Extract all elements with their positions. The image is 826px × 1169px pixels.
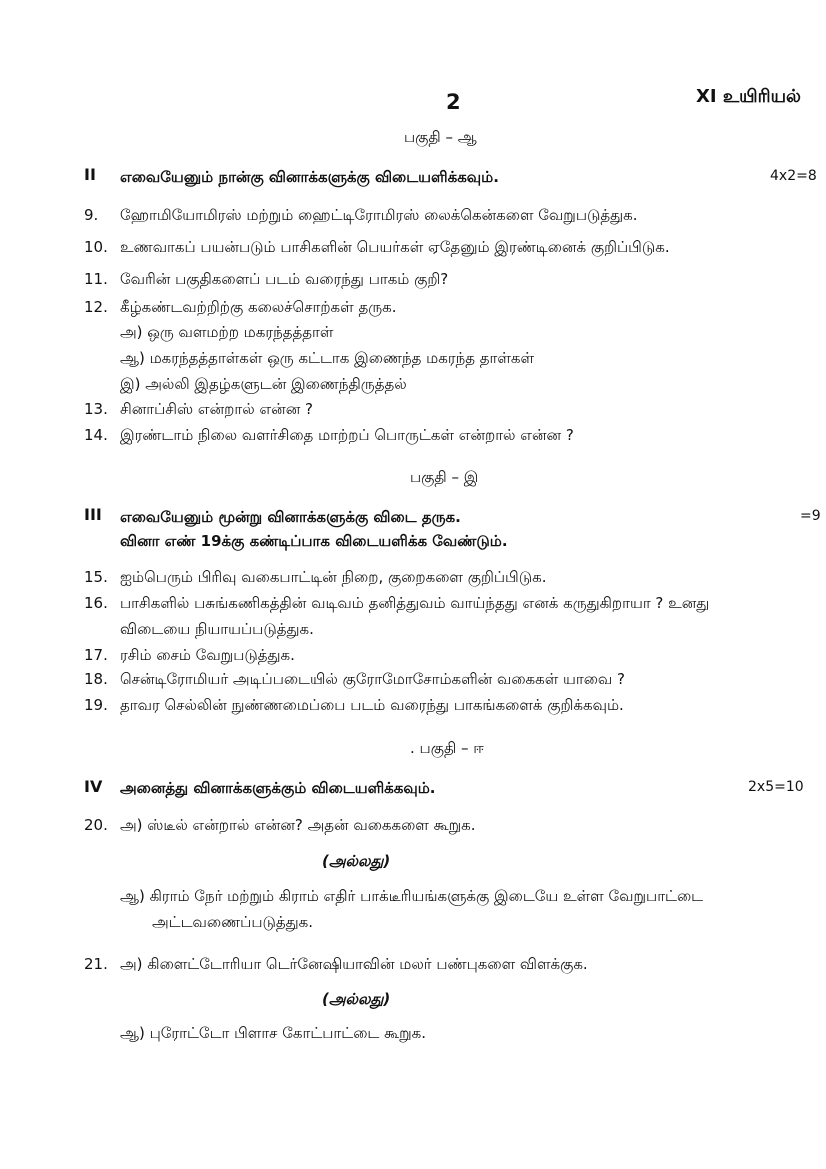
or-separator: (அல்லது): [322, 990, 391, 1008]
question-number: 19.: [84, 696, 108, 714]
part-b-marks: 4x2=8: [770, 168, 817, 184]
part-b-roman: II: [84, 165, 96, 184]
question-option-a: அ) கிளைட்டோரியா டெர்னேஷியாவின் மலர் பண்புகளை விளக்குக.: [120, 955, 588, 973]
option-line: அ) ஒரு வளமற்ற மகரந்தத்தாள்: [120, 323, 334, 341]
question-number: 11.: [84, 270, 108, 288]
question-number: 16.: [84, 594, 108, 612]
question-number: 14.: [84, 426, 108, 444]
question-text: ஐம்பெரும் பிரிவு வகைபாட்டின் நிறை, குறைகளை குறிப்பிடுக.: [120, 568, 547, 586]
question-text: சென்டிரோமியர் அடிப்படையில் குரோமோசோம்களின் வகைகள் யாவை ?: [120, 670, 626, 688]
or-separator: (அல்லது): [322, 852, 391, 870]
question-option-b: ஆ) புரோட்டோ பிளாச கோட்பாட்டை கூறுக.: [120, 1024, 427, 1042]
question-text-cont: விடையை நியாயப்படுத்துக.: [120, 620, 314, 638]
part-b-title: பகுதி – ஆ: [404, 128, 477, 146]
subject-title: XI உயிரியல்: [696, 86, 801, 107]
option-line: இ) அல்லி இதழ்களுடன் இணைந்திருத்தல்: [120, 375, 407, 393]
part-c-marks: =9: [800, 508, 821, 524]
part-d-title: . பகுதி – ஈ: [410, 739, 484, 757]
part-c-roman: III: [84, 505, 102, 524]
question-text: இரண்டாம் நிலை வளர்சிதை மாற்றப் பொருட்கள் என்றால் என்ன ?: [120, 426, 574, 444]
question-text: உணவாகப் பயன்படும் பாசிகளின் பெயர்கள் ஏதேனும் இரண்டினைக் குறிப்பிடுக.: [120, 238, 670, 256]
question-number: 13.: [84, 400, 108, 418]
question-number: 17.: [84, 646, 108, 664]
question-number: 10.: [84, 238, 108, 256]
question-text: பாசிகளில் பசுங்கணிகத்தின் வடிவம் தனித்துவம் வாய்ந்தது எனக் கருதுகிறாயா ? உனது: [120, 594, 710, 612]
question-number: 18.: [84, 670, 108, 688]
option-line: ஆ) மகரந்தத்தாள்கள் ஒரு கட்டாக இணைந்த மகரந்த தாள்கள்: [120, 349, 535, 367]
question-text: கீழ்கண்டவற்றிற்கு கலைச்சொற்கள் தருக.: [120, 298, 397, 316]
question-text: வேரின் பகுதிகளைப் படம் வரைந்து பாகம் குறி?: [120, 270, 449, 288]
question-option-a: அ) ஸ்டீல் என்றால் என்ன? அதன் வகைகளை கூறுக.: [120, 816, 476, 834]
question-text: ஹோமியோமிரஸ் மற்றும் ஹைட்டிரோமிரஸ் லைக்கென்களை வேறுபடுத்துக.: [120, 206, 638, 224]
question-text: தாவர செல்லின் நுண்ணமைப்பை படம் வரைந்து பாகங்களைக் குறிக்கவும்.: [120, 696, 624, 714]
question-option-b: ஆ) கிராம் நேர் மற்றும் கிராம் எதிர் பாக்டீரியங்களுக்கு இடையே உள்ள வேறுபாட்டை: [120, 887, 704, 905]
part-c-instruction: எவையேனும் மூன்று வினாக்களுக்கு விடை தருக.: [120, 508, 461, 526]
part-d-instruction: அனைத்து வினாக்களுக்கும் விடையளிக்கவும்.: [120, 779, 436, 797]
question-number: 20.: [84, 816, 108, 834]
page-number: 2: [446, 90, 461, 114]
question-number: 21.: [84, 955, 108, 973]
question-number: 15.: [84, 568, 108, 586]
question-text: ரசிம் சைம் வேறுபடுத்துக.: [120, 646, 295, 664]
question-text: சினாப்சிஸ் என்றால் என்ன ?: [120, 400, 313, 418]
question-number: 9.: [84, 206, 99, 224]
part-b-instruction: எவையேனும் நான்கு வினாக்களுக்கு விடையளிக்கவும்.: [120, 168, 499, 186]
part-c-title: பகுதி – இ: [410, 468, 479, 486]
part-c-instruction-2: வினா எண் 19க்கு கண்டிப்பாக விடையளிக்க வேண்டும்.: [120, 532, 508, 550]
question-option-b-cont: அட்டவணைப்படுத்துக.: [152, 913, 314, 931]
part-d-marks: 2x5=10: [748, 779, 804, 795]
question-number: 12.: [84, 298, 108, 316]
part-d-roman: IV: [84, 777, 103, 796]
